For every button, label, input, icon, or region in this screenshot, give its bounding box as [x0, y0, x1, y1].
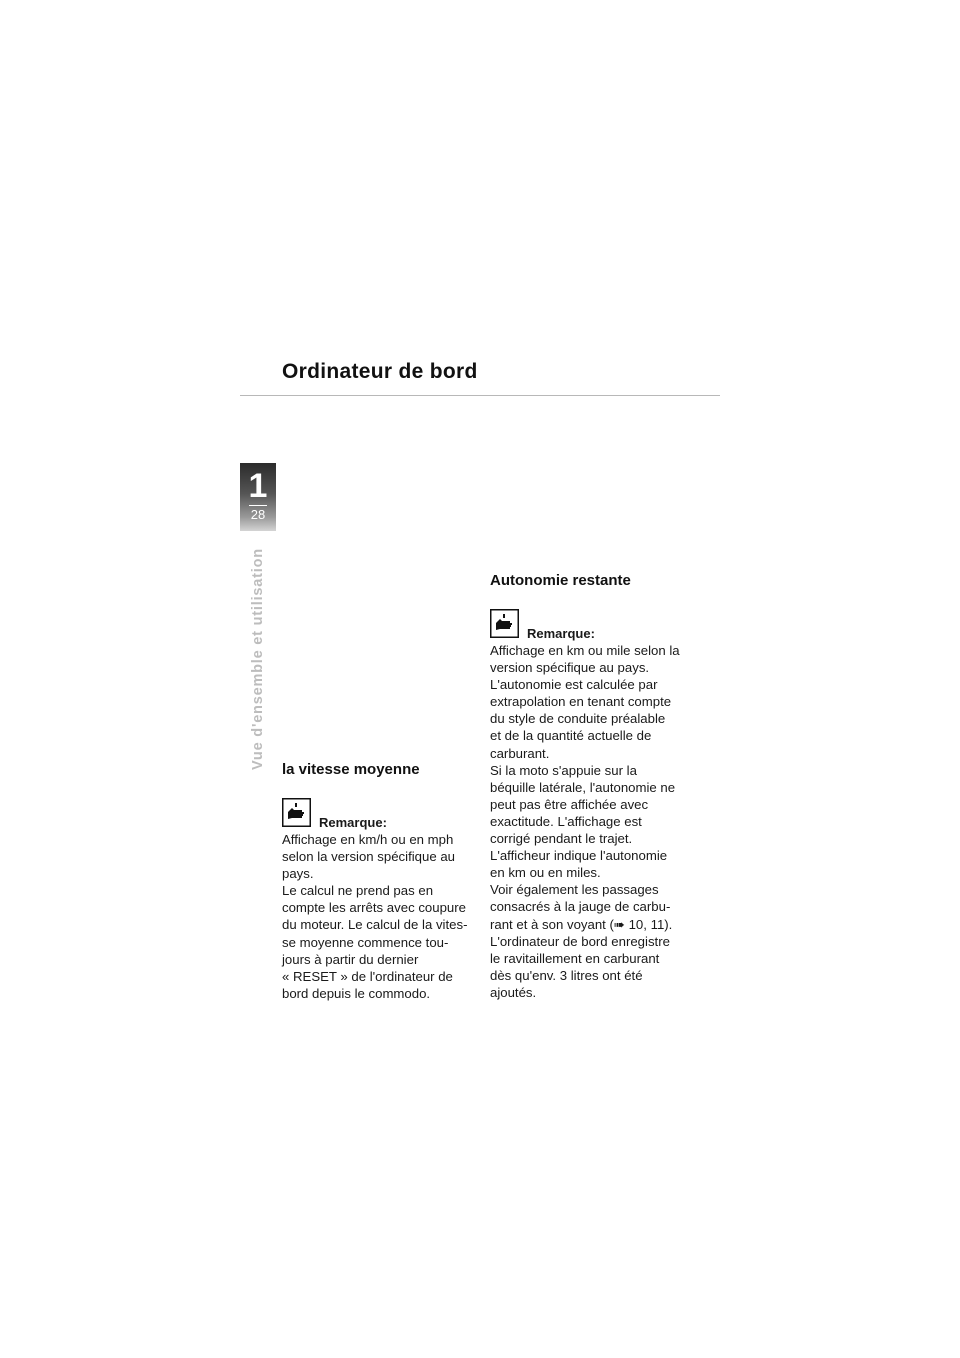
text-line: consacrés à la jauge de carbu-: [490, 899, 671, 915]
note-header: [490, 609, 695, 641]
text-line: rant et à son voyant (➠ 10, 11).: [490, 916, 673, 932]
page-number: 28: [250, 507, 266, 522]
text-line: L'ordinateur de bord enregistre: [490, 933, 670, 949]
text-line: se moyenne commence tou-: [282, 934, 449, 950]
section-average-speed: [282, 760, 482, 1002]
text-line: corrigé pendant le trajet.: [490, 831, 633, 847]
note-label: Remarque:: [527, 626, 595, 641]
chapter-tab: [240, 463, 276, 531]
text-line: extrapolation en tenant compte: [490, 694, 672, 710]
note-label: Remarque:: [319, 815, 387, 830]
text-line: « RESET » de l'ordinateur de: [282, 968, 453, 984]
text-line: Si la moto s'appuie sur la: [490, 762, 637, 778]
text-line: jours à partir du dernier: [282, 951, 419, 967]
text-line: bord depuis le commodo.: [282, 985, 431, 1001]
page-title: Ordinateur de bord: [282, 360, 478, 383]
text-line: du moteur. Le calcul de la vites-: [282, 917, 468, 933]
text-line: du style de conduite préalable: [490, 711, 666, 727]
section-heading: Autonomie restante: [490, 572, 631, 589]
section-heading: la vitesse moyenne: [282, 761, 420, 778]
text-line: pays.: [282, 866, 314, 882]
note-hand-icon: [490, 609, 519, 638]
text-line: version spécifique au pays.: [490, 660, 650, 676]
text-line: peut pas être affichée avec: [490, 796, 649, 812]
text-line: carburant.: [490, 745, 550, 761]
side-chapter-title: Vue d'ensemble et utilisation: [250, 548, 266, 770]
text-line: Voir également les passages: [490, 882, 659, 898]
note-header: [282, 798, 482, 830]
text-line: ajoutés.: [490, 984, 537, 1000]
chapter-divider: [249, 505, 267, 506]
chapter-number: 1: [248, 467, 268, 505]
text-line: Le calcul ne prend pas en: [282, 883, 434, 899]
text-line: compte les arrêts avec coupure: [282, 900, 466, 916]
note-hand-icon: [282, 798, 311, 827]
text-line: en km ou en miles.: [490, 865, 601, 881]
text-line: béquille latérale, l'autonomie ne: [490, 779, 676, 795]
text-line: Affichage en km ou mile selon la: [490, 643, 680, 658]
note-body: [282, 831, 482, 1002]
text-line: et de la quantité actuelle de: [490, 728, 652, 744]
text-line: dès qu'env. 3 litres ont été: [490, 967, 643, 983]
text-line: le ravitaillement en carburant: [490, 950, 660, 966]
text-line: L'afficheur indique l'autonomie: [490, 848, 668, 864]
title-divider: [240, 395, 720, 396]
text-line: exactitude. L'affichage est: [490, 813, 642, 829]
text-line: selon la version spécifique au: [282, 849, 456, 865]
section-remaining-range: [490, 571, 695, 1001]
text-line: L'autonomie est calculée par: [490, 677, 658, 693]
text-line: Affichage en km/h ou en mph: [282, 832, 454, 847]
note-body: [490, 642, 695, 1001]
